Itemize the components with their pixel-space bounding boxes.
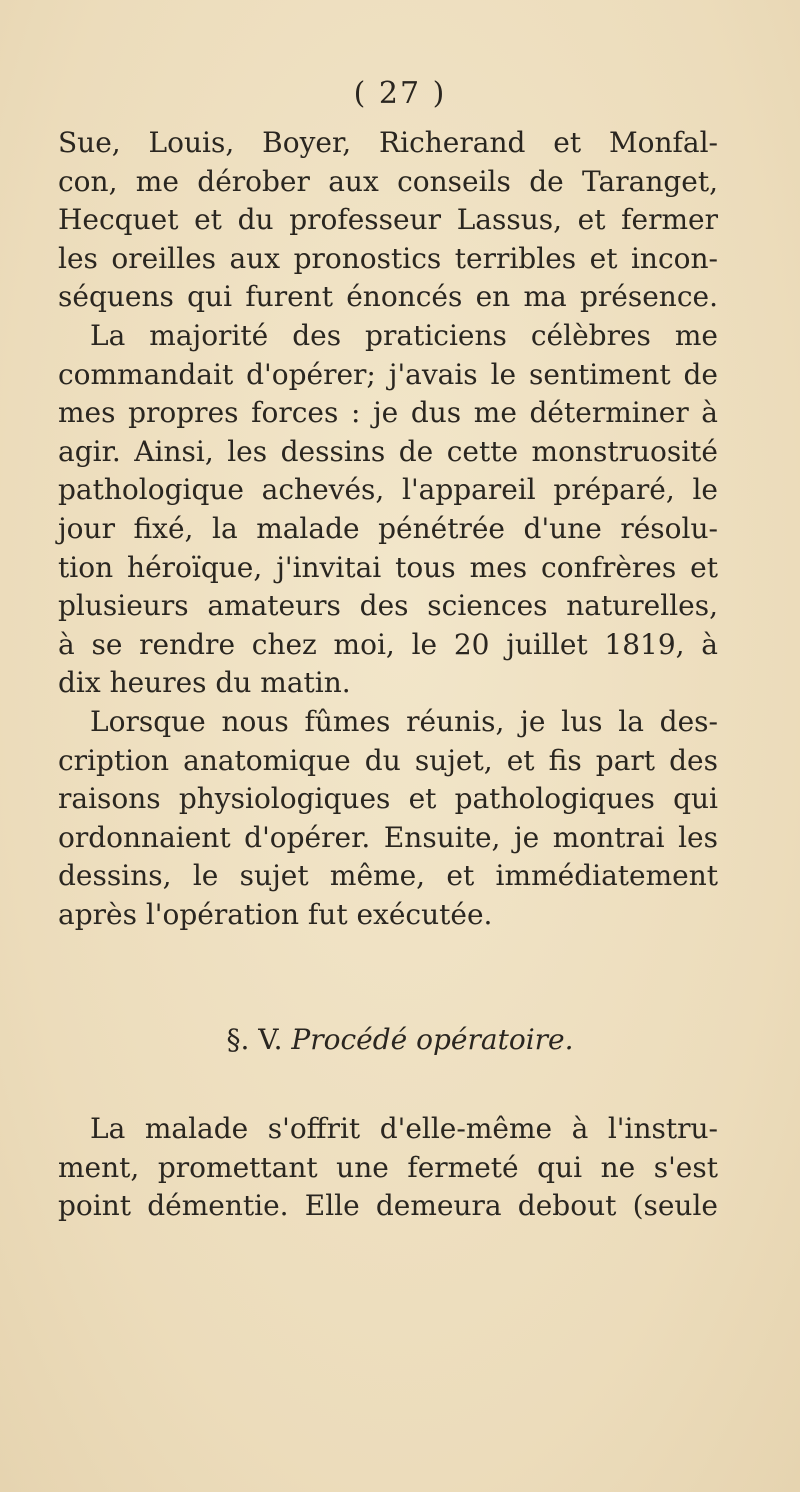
section-heading xyxy=(0,1020,800,1060)
text-line: séquens qui furent énoncés en ma présence. xyxy=(58,280,718,314)
text-line: Hecquet et du professeur Lassus, et fermer xyxy=(58,203,718,237)
text-line: Sue, Louis, Boyer, Richerand et Monfal- xyxy=(58,126,718,159)
text-line: mes propres forces : je dus me déterminer à xyxy=(58,396,718,430)
text-line: ment, promettant une fermeté qui ne s'est xyxy=(58,1150,718,1184)
text-line: dix heures du matin. xyxy=(58,666,351,700)
text-line: commandait d'opérer; j'avais le sentiment de xyxy=(58,357,718,391)
text-line: raisons physiologiques et pathologiques qui xyxy=(58,782,718,816)
text-line: cription anatomique du sujet, et fis part des xyxy=(58,743,718,777)
section-title: Procédé opératoire. xyxy=(291,1023,574,1056)
text-line: tion héroïque, j'invitai tous mes confrères et xyxy=(58,550,718,584)
section-text-block xyxy=(58,1110,718,1226)
text-line: La majorité des praticiens célèbres me xyxy=(90,318,718,352)
text-line: à se rendre chez moi, le 20 juillet 1819, à xyxy=(58,627,718,661)
text-line: agir. Ainsi, les dessins de cette monstruosité xyxy=(58,434,718,468)
section-number: §. V. xyxy=(226,1023,283,1056)
text-line: dessins, le sujet même, et immédiatement xyxy=(58,859,718,893)
page-number: ( 27 ) xyxy=(353,76,447,111)
text-line: jour fixé, la malade pénétrée d'une résolu- xyxy=(58,511,718,545)
text-line: ordonnaient d'opérer. Ensuite, je montrai les xyxy=(58,820,718,854)
text-line: La malade s'offrit d'elle-même à l'instru- xyxy=(90,1112,718,1145)
text-line: plusieurs amateurs des sciences naturelles, xyxy=(58,589,718,623)
text-line: après l'opération fut exécutée. xyxy=(58,897,493,931)
text-line: con, me dérober aux conseils de Taranget, xyxy=(58,164,718,198)
main-text-block xyxy=(58,124,718,934)
text-line: point démentie. Elle demeura debout (seule xyxy=(58,1189,718,1223)
text-line: pathologique achevés, l'appareil préparé, le xyxy=(58,473,718,507)
text-line: Lorsque nous fûmes réunis, je lus la des- xyxy=(90,704,718,738)
text-line: les oreilles aux pronostics terribles et incon- xyxy=(58,241,718,275)
